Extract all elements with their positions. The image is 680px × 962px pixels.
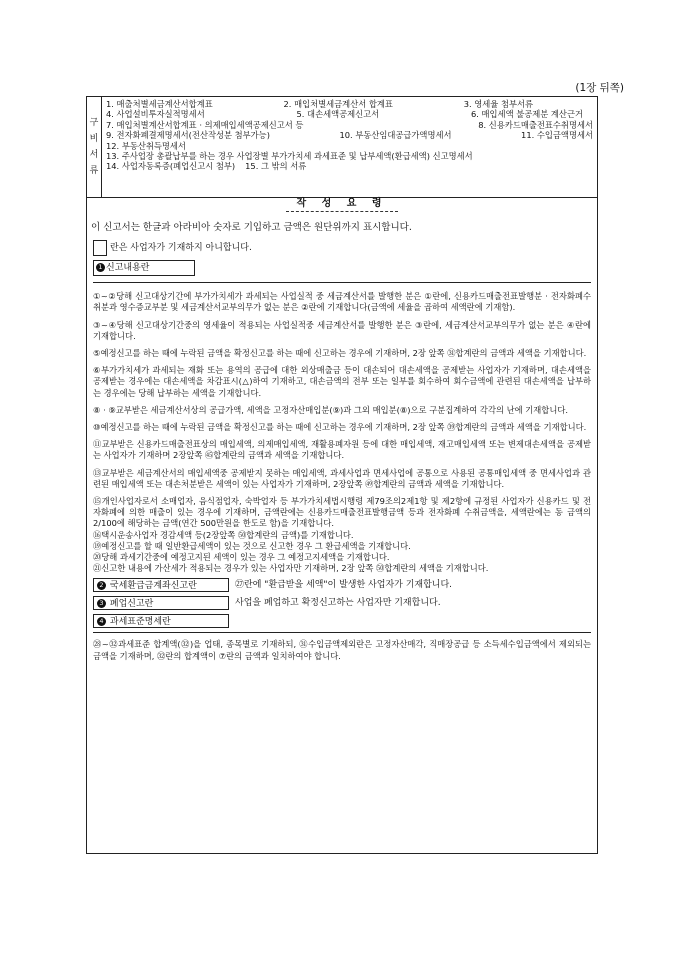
section-tab: 4 과세표준명세란 [93,614,229,628]
instruction-paragraph: ⑲예정신고를 할 때 일반환급세액이 있는 것으로 신고한 경우 그 환급세액을 기재합니다. [93,540,411,551]
attachment-row: 9. 전자화폐결제명세서(전산작성분 첨부가능) 10. 부동산임대공급가액명세서 11. 수입금액명세서 [106,130,593,141]
instruction-paragraph: ⑥부가가치세가 과세되는 재화 또는 용역의 공급에 대한 외상매출금 등이 대손되어 대손세액을 공제받는 사업자가 기재하며, 대손세액을 공제받는 경우에는 대손세액을 차감표시(△)하여 기재하고, 대손금액의 전부 또는 일부를 회수하여 회수금액에 관련된 대손세액을 납부하는 경우에는 당해 납부하는 세액을 기재합니다. [93,365,591,398]
heading-underline [286,211,398,212]
attachment-row: 4. 사업설비투자실적명세서 5. 대손세액공제신고서 6. 매입세액 불공제분 계산근거 [106,109,583,120]
number-1-icon: 1 [96,263,105,272]
instructions-section [87,198,597,853]
intro-text: 이 신고서는 한글과 아라비아 숫자로 기입하고 금액은 원단위까지 표시합니다. [91,222,412,233]
attachment-row: 1. 매출처별세금계산서합계표 2. 매입처별세금계산서 합계표 3. 영세율 첨부서류 [106,99,533,109]
final-paragraph: ㉘~㉜과세표준 합계액(㉜)을 업태, 종목별로 기재하되, ㉛수입금액제외란은 고정자산매각, 직매장공급 등 소득세수입금액에서 제외되는 금액을 기재하며, ㉜란의 합계액이 ⑦란의 금액과 일치하여야 합니다. [93,639,591,661]
section-tab: 3 폐업신고란 [93,596,229,610]
instruction-paragraph: ⑤예정신고를 하는 때에 누락된 금액을 확정신고를 하는 때에 신고하는 경우에 기재하며, 2장 앞쪽 ㉛합계란의 금액과 세액을 기재합니다. [93,348,587,359]
instruction-paragraph: ③~④당해 신고대상기간중의 영세율이 적용되는 사업실적중 세금계산서를 발행한 분은 ③란에, 세금계산서교부의무가 없는 분은 ④란에 기재합니다. [93,319,591,341]
number-4-icon: 4 [97,617,106,626]
instructions-heading: 작 성 요 령 [296,198,388,209]
attachment-row: 7. 매입처별계산서합계표 · 의제매입세액공제신고서 등 8. 신용카드매출전표수취명세서 [106,119,593,130]
attachments-label: 구 비 서 류 [87,97,102,197]
instruction-paragraph: ⑪교부받은 신용카드매출전표상의 매입세액, 의제매입세액, 재활용폐자원 등에 대한 매입세액, 재고매입세액 또는 변제대손세액을 공제받는 사업자가 기재하며 2장앞쪽 ㊺합계란의 금액과 세액을 기재합니다. [93,439,591,461]
section-tab: 1 신고내용란 [93,260,195,276]
attachment-row: 12. 부동산취득명세서 [106,140,186,151]
instruction-paragraph: ⑳당해 과세기간중에 예정고지된 세액이 있는 경우 그 예정고지세액을 기재합니다. [93,552,390,563]
instruction-paragraph: ⑧ · ⑨교부받은 세금계산서상의 공급가액, 세액을 고정자산매입분(⑨)과 그외 매입분(⑧)으로 구분집계하여 각각의 난에 기재합니다. [93,404,568,415]
divider [93,282,591,283]
section-header-reporting [93,260,591,276]
page-note: (1장 뒤쪽) [575,82,624,94]
attachment-row: 13. 주사업장 총괄납부를 하는 경우 사업장별 부가가치세 과세표준 및 납부세액(환급세액) 신고명세서 [106,151,473,162]
empty-box-icon [93,240,107,256]
number-3-icon: 3 [97,599,106,608]
section-refund-account: 2 국세환급금계좌신고란 ㉗란에 "환급받을 세액"이 발생한 사업자가 기재합니다. [93,578,591,592]
attachment-row: 14. 사업자동록증(폐업신고시 첨부) 15. 그 밖의 서류 [106,161,307,172]
instruction-paragraph: ⑩예정신고를 하는 때에 누락된 금액을 확정신고를 하는 때에 신고하는 경우에 기재하며, 2장 앞쪽 ㊴합계란의 금액과 세액을 기재합니다. [93,422,587,433]
section-tab: 2 국세환급금계좌신고란 [93,578,229,592]
divider [93,632,591,633]
number-2-icon: 2 [97,581,106,590]
box-note: 란은 사업자가 기재하지 아니합니다. [93,240,591,256]
instruction-paragraph: ①~②당해 신고대상기간에 부가가치세가 과세되는 사업실적 중 세금계산서를 발행한 분은 ①란에, 신용카드매출전표발행분 · 전자화폐수취분과 영수증교부분 및 세금계산서교부의무가 없는 분은 ②란에 기재합니다(금액에 세율을 곱하여 세액란에 기재함). [93,291,591,313]
instruction-paragraph: ⑯택시운송사업자 경감세액 등(2장앞쪽 ㊿합계란의 금액)를 기재합니다. [93,529,354,540]
attachments-section [87,97,597,198]
instruction-paragraph: ⑮개인사업자로서 소매업자, 음식점업자, 숙박업자 등 부가가치세법시행령 제79조의2제1항 및 제2항에 규정된 사업자가 신용카드 및 전자화폐에 의한 매출이 있는 경우에 기재하며, 금액란에는 신용카드매출전표발행금액 등과 전자화폐 수취금액을, 세액란에는 동 금액의 2/100에 해당하는 금액(연간 500만원을 한도로 함)을 기재합니다. [93,496,591,529]
attachments-list [102,97,597,197]
section-closure: 3 폐업신고란 사업을 폐업하고 확정신고하는 사업자만 기재합니다. [93,596,591,610]
section-tax-base [93,614,591,628]
instruction-paragraph: ⑬교부받은 세금계산서의 매입세액중 공제받지 못하는 매입세액, 과세사업과 면세사업에 공통으로 사용된 공통매입세액 중 면세사업과 관련된 매입세액 또는 대손처분받은 세액이 있는 사업자가 기재하며, 2장앞쪽 ㊾합계란의 금액과 세액을 기재합니다. [93,467,591,489]
instruction-paragraph: ㉑신고한 내용에 가산세가 적용되는 경우가 있는 사업자만 기재하며, 2장 앞쪽 ㊿합계란의 세액을 기재합니다. [93,563,489,574]
form-frame [86,96,598,854]
